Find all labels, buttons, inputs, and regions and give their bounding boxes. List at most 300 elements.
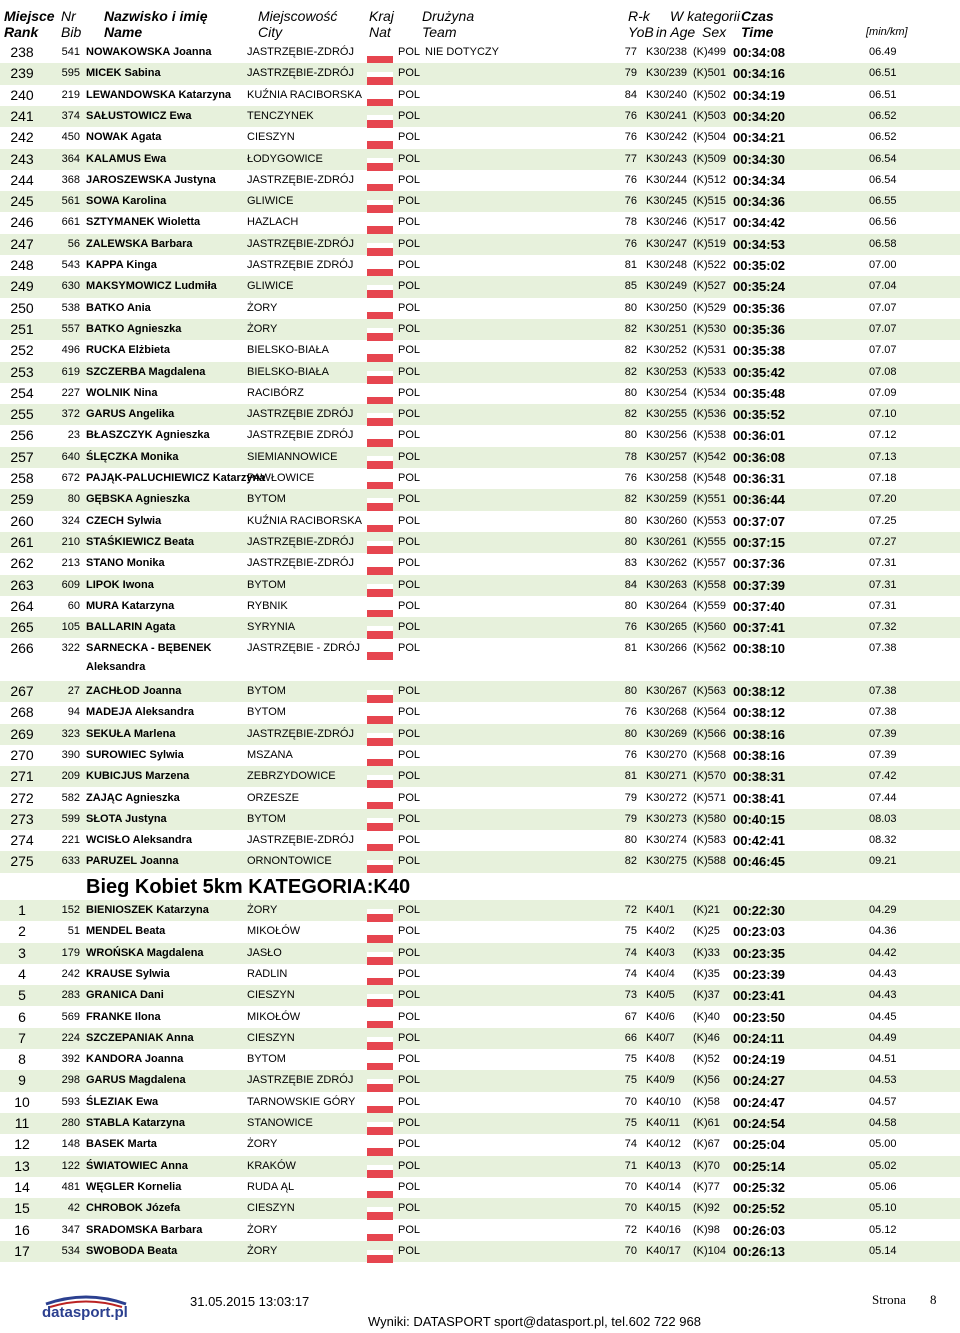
cell-pace: 07.42 xyxy=(869,770,897,783)
cell-bib: 298 xyxy=(61,1074,80,1087)
cell-yob: 76 xyxy=(624,621,637,634)
table-row xyxy=(0,921,960,942)
table-row xyxy=(0,340,960,361)
poland-flag-icon xyxy=(367,1165,393,1178)
cell-kn: (K)564 xyxy=(693,706,727,719)
cell-bib: 322 xyxy=(61,642,80,655)
cell-kn: (K)533 xyxy=(693,365,727,378)
poland-flag-icon xyxy=(367,456,393,469)
cell-bib: 374 xyxy=(61,109,80,122)
cell-name: SZCZERBA Magdalena xyxy=(86,365,206,378)
cell-name: NOWAKOWSKA Joanna xyxy=(86,46,212,58)
table-row xyxy=(0,255,960,276)
cell-time: 00:37:41 xyxy=(733,620,786,636)
poland-flag-icon xyxy=(367,541,393,554)
cell-kn: (K)562 xyxy=(693,642,727,655)
cell-yob: 66 xyxy=(624,1031,637,1044)
cell-time: 00:37:40 xyxy=(733,598,786,614)
cell-city: JASTRZĘBIE - ZDRÓJ xyxy=(247,642,361,655)
cell-bib: 94 xyxy=(67,706,80,719)
cell-kat: K30/250 xyxy=(646,301,687,314)
cell-rank: 273 xyxy=(10,810,34,827)
cell-kn: (K)531 xyxy=(693,344,727,357)
cell-kn: (K)559 xyxy=(693,599,727,612)
cell-time: 00:23:39 xyxy=(733,966,786,982)
cell-pace: 07.08 xyxy=(869,365,897,378)
header-city: Miejscowość xyxy=(258,8,338,24)
cell-time: 00:23:03 xyxy=(733,924,786,940)
cell-name: ZAJĄC Agnieszka xyxy=(86,791,180,804)
header-in-age: in Age xyxy=(656,24,696,40)
cell-nat: POL xyxy=(398,599,421,612)
table-row xyxy=(0,985,960,1006)
cell-yob: 74 xyxy=(624,1138,637,1151)
cell-name: ŚLEZIAK Ewa xyxy=(86,1095,159,1108)
header-nr: Nr xyxy=(61,8,76,24)
cell-time: 00:46:45 xyxy=(733,854,786,870)
cell-kat: K30/269 xyxy=(646,727,687,740)
footer-page-num: 8 xyxy=(930,1292,937,1307)
cell-time: 00:34:36 xyxy=(733,194,786,210)
cell-nat: POL xyxy=(398,1117,421,1129)
cell-rank: 14 xyxy=(14,1178,30,1195)
cell-bib: 661 xyxy=(61,216,80,229)
cell-kat: K30/266 xyxy=(646,642,687,655)
header-czas: Czas xyxy=(741,8,774,24)
cell-time: 00:35:36 xyxy=(733,300,786,316)
table-row xyxy=(0,511,960,532)
cell-time: 00:34:20 xyxy=(733,108,786,124)
cell-yob: 80 xyxy=(624,535,637,548)
header-sex: Sex xyxy=(702,24,727,40)
table-row xyxy=(0,830,960,851)
cell-name: SWOBODA Beata xyxy=(86,1244,178,1257)
cell-pace: 07.18 xyxy=(869,472,897,484)
table-row xyxy=(0,489,960,510)
cell-city: BYTOM xyxy=(247,578,286,591)
cell-city: ŻORY xyxy=(247,322,278,335)
cell-rank: 8 xyxy=(18,1051,26,1068)
cell-yob: 82 xyxy=(624,344,637,357)
table-row xyxy=(0,553,960,574)
cell-kat: K30/249 xyxy=(646,280,687,293)
poland-flag-icon xyxy=(367,136,393,149)
cell-kat: K40/15 xyxy=(646,1202,681,1215)
header-pace: [min/km] xyxy=(866,26,908,38)
cell-rank: 251 xyxy=(10,320,34,337)
cell-city: MIKOŁÓW xyxy=(247,1010,301,1023)
cell-kn: (K)98 xyxy=(693,1223,720,1236)
cell-pace: 07.31 xyxy=(869,578,897,591)
cell-rank: 275 xyxy=(10,853,34,870)
cell-nat: POL xyxy=(398,855,421,868)
cell-kat: K40/13 xyxy=(646,1159,681,1172)
table-row xyxy=(0,234,960,255)
cell-kn: (K)56 xyxy=(693,1074,720,1087)
table-row xyxy=(0,1177,960,1198)
cell-kat: K30/238 xyxy=(646,46,687,58)
cell-city: PAWŁOWICE xyxy=(247,472,315,484)
poland-flag-icon xyxy=(367,1186,393,1199)
cell-bib: 27 xyxy=(67,685,80,697)
cell-name: LEWANDOWSKA Katarzyna xyxy=(86,88,232,101)
cell-kn: (K)58 xyxy=(693,1095,720,1108)
cell-yob: 76 xyxy=(624,706,637,719)
cell-name: SARNECKA - BĘBENEK xyxy=(86,642,212,655)
table-row xyxy=(0,1134,960,1155)
cell-yob: 74 xyxy=(624,946,637,959)
poland-flag-icon xyxy=(367,860,393,873)
poland-flag-icon xyxy=(367,51,393,64)
header-time: Time xyxy=(741,24,774,40)
cell-kat: K30/246 xyxy=(646,216,687,229)
poland-flag-icon xyxy=(367,520,393,533)
cell-time: 00:34:16 xyxy=(733,66,786,82)
table-row xyxy=(0,681,960,702)
header-rank: Miejsce xyxy=(4,8,55,24)
cell-city: TARNOWSKIE GÓRY xyxy=(247,1095,356,1108)
cell-kat: K30/261 xyxy=(646,535,687,548)
cell-city: KUŹNIA RACIBORSKA xyxy=(247,514,362,527)
cell-kn: (K)563 xyxy=(693,685,727,697)
table-row xyxy=(0,1028,960,1049)
cell-city: CIESZYN xyxy=(247,1202,295,1215)
poland-flag-icon xyxy=(367,562,393,575)
poland-flag-icon xyxy=(367,1229,393,1242)
cell-time: 00:37:39 xyxy=(733,577,786,593)
cell-nat: POL xyxy=(398,557,421,570)
table-row xyxy=(0,276,960,297)
cell-pace: 07.13 xyxy=(869,450,897,463)
header-name: Nazwisko i imię xyxy=(104,8,208,24)
cell-rank: 265 xyxy=(10,619,34,636)
cell-rank: 263 xyxy=(10,576,34,593)
cell-yob: 70 xyxy=(624,1202,637,1215)
cell-time: 00:40:15 xyxy=(733,811,786,827)
cell-bib: 105 xyxy=(61,621,80,634)
cell-city: MSZANA xyxy=(247,748,293,761)
cell-nat: POL xyxy=(398,904,421,916)
cell-team: NIE DOTYCZY xyxy=(425,46,499,58)
cell-bib: 392 xyxy=(61,1053,80,1066)
cell-bib: 209 xyxy=(61,770,80,783)
cell-bib: 179 xyxy=(61,946,80,959)
cell-yob: 72 xyxy=(624,904,637,916)
cell-nat: POL xyxy=(398,259,421,271)
cell-city: ŻORY xyxy=(247,1138,278,1151)
cell-rank: 244 xyxy=(10,171,34,188)
cell-nat: POL xyxy=(398,344,421,357)
cell-rank: 245 xyxy=(10,193,34,210)
poland-flag-icon xyxy=(367,243,393,256)
cell-bib: 283 xyxy=(61,989,80,1002)
poland-flag-icon xyxy=(367,584,393,597)
cell-yob: 75 xyxy=(624,1117,637,1129)
cell-city: JASTRZĘBIE-ZDRÓJ xyxy=(247,727,354,740)
cell-kn: (K)538 xyxy=(693,429,727,442)
cell-time: 00:36:01 xyxy=(733,428,786,444)
cell-bib: 633 xyxy=(61,855,80,868)
cell-bib: 347 xyxy=(61,1223,80,1236)
table-row xyxy=(0,596,960,617)
cell-time: 00:37:07 xyxy=(733,513,786,529)
cell-time: 00:37:36 xyxy=(733,556,786,572)
cell-rank: 271 xyxy=(10,768,34,785)
table-row xyxy=(0,638,960,680)
cell-city: CIESZYN xyxy=(247,1031,295,1044)
poland-flag-icon xyxy=(367,1058,393,1071)
cell-pace: 04.53 xyxy=(869,1074,897,1087)
cell-yob: 82 xyxy=(624,493,637,506)
cell-bib: 242 xyxy=(61,967,80,980)
cell-nat: POL xyxy=(398,770,421,783)
cell-yob: 76 xyxy=(624,173,637,186)
poland-flag-icon xyxy=(367,392,393,405)
cell-nat: POL xyxy=(398,791,421,804)
cell-kat: K40/7 xyxy=(646,1031,675,1044)
cell-name: KANDORA Joanna xyxy=(86,1053,184,1066)
cell-time: 00:35:24 xyxy=(733,279,786,295)
cell-bib: 640 xyxy=(61,450,80,463)
cell-kn: (K)504 xyxy=(693,131,727,144)
cell-yob: 80 xyxy=(624,727,637,740)
cell-pace: 07.44 xyxy=(869,791,897,804)
cell-pace: 04.42 xyxy=(869,946,897,959)
cell-kn: (K)551 xyxy=(693,493,727,506)
cell-city: JASTRZĘBIE-ZDRÓJ xyxy=(247,173,354,186)
cell-pace: 07.38 xyxy=(869,706,897,719)
poland-flag-icon xyxy=(367,285,393,298)
cell-kat: K30/253 xyxy=(646,365,687,378)
cell-kat: K30/257 xyxy=(646,450,687,463)
cell-rank: 240 xyxy=(10,86,34,103)
cell-kn: (K)67 xyxy=(693,1138,720,1151)
table-row xyxy=(0,425,960,446)
cell-kn: (K)557 xyxy=(693,557,727,570)
cell-kat: K30/241 xyxy=(646,109,687,122)
table-row xyxy=(0,724,960,745)
cell-time: 00:34:42 xyxy=(733,215,786,231)
cell-pace: 05.06 xyxy=(869,1180,897,1193)
cell-name: MENDEL Beata xyxy=(86,925,166,938)
cell-kn: (K)502 xyxy=(693,88,727,101)
cell-kn: (K)522 xyxy=(693,259,727,271)
cell-kat: K40/2 xyxy=(646,925,675,938)
cell-nat: POL xyxy=(398,535,421,548)
cell-pace: 07.20 xyxy=(869,493,897,506)
cell-pace: 06.58 xyxy=(869,237,897,250)
cell-rank: 252 xyxy=(10,342,34,359)
cell-rank: 17 xyxy=(14,1242,30,1259)
cell-time: 00:23:50 xyxy=(733,1009,786,1025)
cell-pace: 06.54 xyxy=(869,173,897,186)
cell-time: 00:38:31 xyxy=(733,769,786,785)
cell-rank: 2 xyxy=(18,923,26,940)
cell-city: SIEMIANNOWICE xyxy=(247,450,338,463)
cell-bib: 51 xyxy=(67,925,80,938)
cell-bib: 148 xyxy=(61,1138,80,1151)
cell-name: BŁASZCZYK Agnieszka xyxy=(86,429,210,442)
cell-kn: (K)583 xyxy=(693,834,727,847)
cell-nat: POL xyxy=(398,67,421,80)
cell-kat: K40/10 xyxy=(646,1095,681,1108)
cell-time: 00:34:53 xyxy=(733,236,786,252)
cell-city: CIESZYN xyxy=(247,989,295,1002)
cell-kat: K40/9 xyxy=(646,1074,675,1087)
cell-city: ŻORY xyxy=(247,301,278,314)
cell-nat: POL xyxy=(398,706,421,719)
cell-name: ZACHŁOD Joanna xyxy=(86,685,182,697)
poland-flag-icon xyxy=(367,72,393,85)
cell-time: 00:24:47 xyxy=(733,1094,786,1110)
cell-time: 00:36:44 xyxy=(733,492,786,508)
poland-flag-icon xyxy=(367,973,393,986)
cell-kn: (K)588 xyxy=(693,855,727,868)
cell-time: 00:25:14 xyxy=(733,1158,786,1174)
cell-nat: POL xyxy=(398,237,421,250)
cell-kn: (K)40 xyxy=(693,1010,720,1023)
cell-pace: 08.03 xyxy=(869,812,897,825)
cell-kn: (K)509 xyxy=(693,152,727,165)
footer-page-label: Strona xyxy=(872,1292,906,1307)
cell-kat: K30/247 xyxy=(646,237,687,250)
cell-yob: 81 xyxy=(624,259,637,271)
cell-pace: 04.58 xyxy=(869,1117,897,1129)
cell-name: SUROWIEC Sylwia xyxy=(86,748,184,761)
cell-bib: 561 xyxy=(61,195,80,208)
cell-yob: 80 xyxy=(624,301,637,314)
header-rank-en: Rank xyxy=(4,24,39,40)
cell-rank: 266 xyxy=(10,640,34,657)
cell-yob: 73 xyxy=(624,989,637,1002)
cell-pace: 07.39 xyxy=(869,727,897,740)
cell-kat: K30/274 xyxy=(646,834,687,847)
logo-text: datasport.pl xyxy=(42,1304,128,1321)
cell-kat: K40/4 xyxy=(646,967,675,980)
cell-time: 00:24:11 xyxy=(733,1030,785,1046)
cell-nat: POL xyxy=(398,1031,421,1044)
cell-kat: K40/12 xyxy=(646,1138,681,1151)
cell-nat: POL xyxy=(398,925,421,938)
cell-kat: K30/263 xyxy=(646,578,687,591)
poland-flag-icon xyxy=(367,221,393,234)
cell-bib: 619 xyxy=(61,365,80,378)
cell-kn: (K)104 xyxy=(693,1244,727,1257)
cell-city: BIELSKO-BIAŁA xyxy=(247,365,329,378)
cell-rank: 248 xyxy=(10,257,34,273)
cell-kn: (K)566 xyxy=(693,727,727,740)
poland-flag-icon xyxy=(367,1016,393,1029)
cell-time: 00:36:31 xyxy=(733,471,786,486)
cell-bib: 219 xyxy=(61,88,80,101)
cell-pace: 06.52 xyxy=(869,131,897,144)
table-row xyxy=(0,943,960,964)
cell-bib: 630 xyxy=(61,280,80,293)
cell-name: SŁOTA Justyna xyxy=(86,812,167,825)
cell-pace: 06.54 xyxy=(869,152,897,165)
cell-pace: 07.31 xyxy=(869,557,897,570)
poland-flag-icon xyxy=(367,477,393,490)
cell-city: BYTOM xyxy=(247,706,286,719)
cell-name: KAPPA Kinga xyxy=(86,259,157,271)
table-row xyxy=(0,1198,960,1219)
table-row xyxy=(0,1113,960,1134)
cell-kn: (K)555 xyxy=(693,535,727,548)
cell-name: GRANICA Dani xyxy=(86,989,164,1002)
cell-kn: (K)37 xyxy=(693,989,720,1002)
cell-kat: K30/264 xyxy=(646,599,687,612)
cell-city: KUŹNIA RACIBORSKA xyxy=(247,88,362,101)
cell-pace: 07.27 xyxy=(869,535,897,548)
poland-flag-icon xyxy=(367,115,393,128)
cell-rank: 246 xyxy=(10,214,34,231)
cell-city: ORNONTOWICE xyxy=(247,855,332,868)
table-row xyxy=(0,404,960,425)
cell-name: ŚLĘCZKA Monika xyxy=(86,450,179,463)
cell-name: FRANKE Ilona xyxy=(86,1010,161,1023)
cell-rank: 243 xyxy=(10,150,34,167)
cell-pace: 07.09 xyxy=(869,386,897,399)
cell-pace: 05.10 xyxy=(869,1202,897,1215)
cell-yob: 75 xyxy=(624,1074,637,1087)
cell-kat: K30/240 xyxy=(646,88,687,101)
cell-kn: (K)548 xyxy=(693,472,727,484)
cell-city: ŁODYGOWICE xyxy=(247,152,323,165)
cell-time: 00:37:15 xyxy=(733,534,786,550)
poland-flag-icon xyxy=(367,328,393,341)
cell-nat: POL xyxy=(398,386,421,399)
cell-bib: 60 xyxy=(67,599,80,612)
cell-nat: POL xyxy=(398,1010,421,1023)
cell-pace: 04.43 xyxy=(869,967,897,980)
cell-time: 00:38:16 xyxy=(733,747,786,763)
cell-yob: 80 xyxy=(624,599,637,612)
cell-name: ZALEWSKA Barbara xyxy=(86,237,193,250)
cell-name: CHROBOK Józefa xyxy=(86,1202,181,1215)
cell-nat: POL xyxy=(398,834,421,847)
cell-rank: 12 xyxy=(14,1136,30,1153)
table-row xyxy=(0,1156,960,1177)
cell-city: JASTRZĘBIE ZDRÓJ xyxy=(247,429,354,442)
cell-time: 00:34:21 xyxy=(733,130,786,146)
cell-pace: 04.29 xyxy=(869,904,897,916)
cell-kn: (K)52 xyxy=(693,1053,720,1066)
cell-bib: 227 xyxy=(61,386,80,399)
cell-city: ZEBRZYDOWICE xyxy=(247,770,336,783)
cell-city: BYTOM xyxy=(247,685,286,697)
cell-city: JASTRZĘBIE-ZDRÓJ xyxy=(247,46,354,58)
cell-city: GLIWICE xyxy=(247,280,294,293)
cell-pace: 06.55 xyxy=(869,195,897,208)
cell-rank: 254 xyxy=(10,384,34,401)
cell-nat: POL xyxy=(398,472,421,484)
cell-name: BATKO Ania xyxy=(86,301,151,314)
cell-bib: 364 xyxy=(61,152,80,165)
cell-kat: K30/271 xyxy=(646,770,687,783)
cell-kat: K40/3 xyxy=(646,946,675,959)
cell-time: 00:35:52 xyxy=(733,407,786,423)
cell-pace: 05.00 xyxy=(869,1138,897,1151)
cell-kat: K30/265 xyxy=(646,621,687,634)
cell-rank: 11 xyxy=(14,1115,30,1131)
cell-kat: K40/6 xyxy=(646,1010,675,1023)
cell-nat: POL xyxy=(398,748,421,761)
cell-time: 00:34:19 xyxy=(733,87,786,103)
table-row xyxy=(0,170,960,191)
cell-yob: 82 xyxy=(624,322,637,335)
cell-rank: 242 xyxy=(10,129,34,146)
cell-city: RYBNIK xyxy=(247,599,288,612)
